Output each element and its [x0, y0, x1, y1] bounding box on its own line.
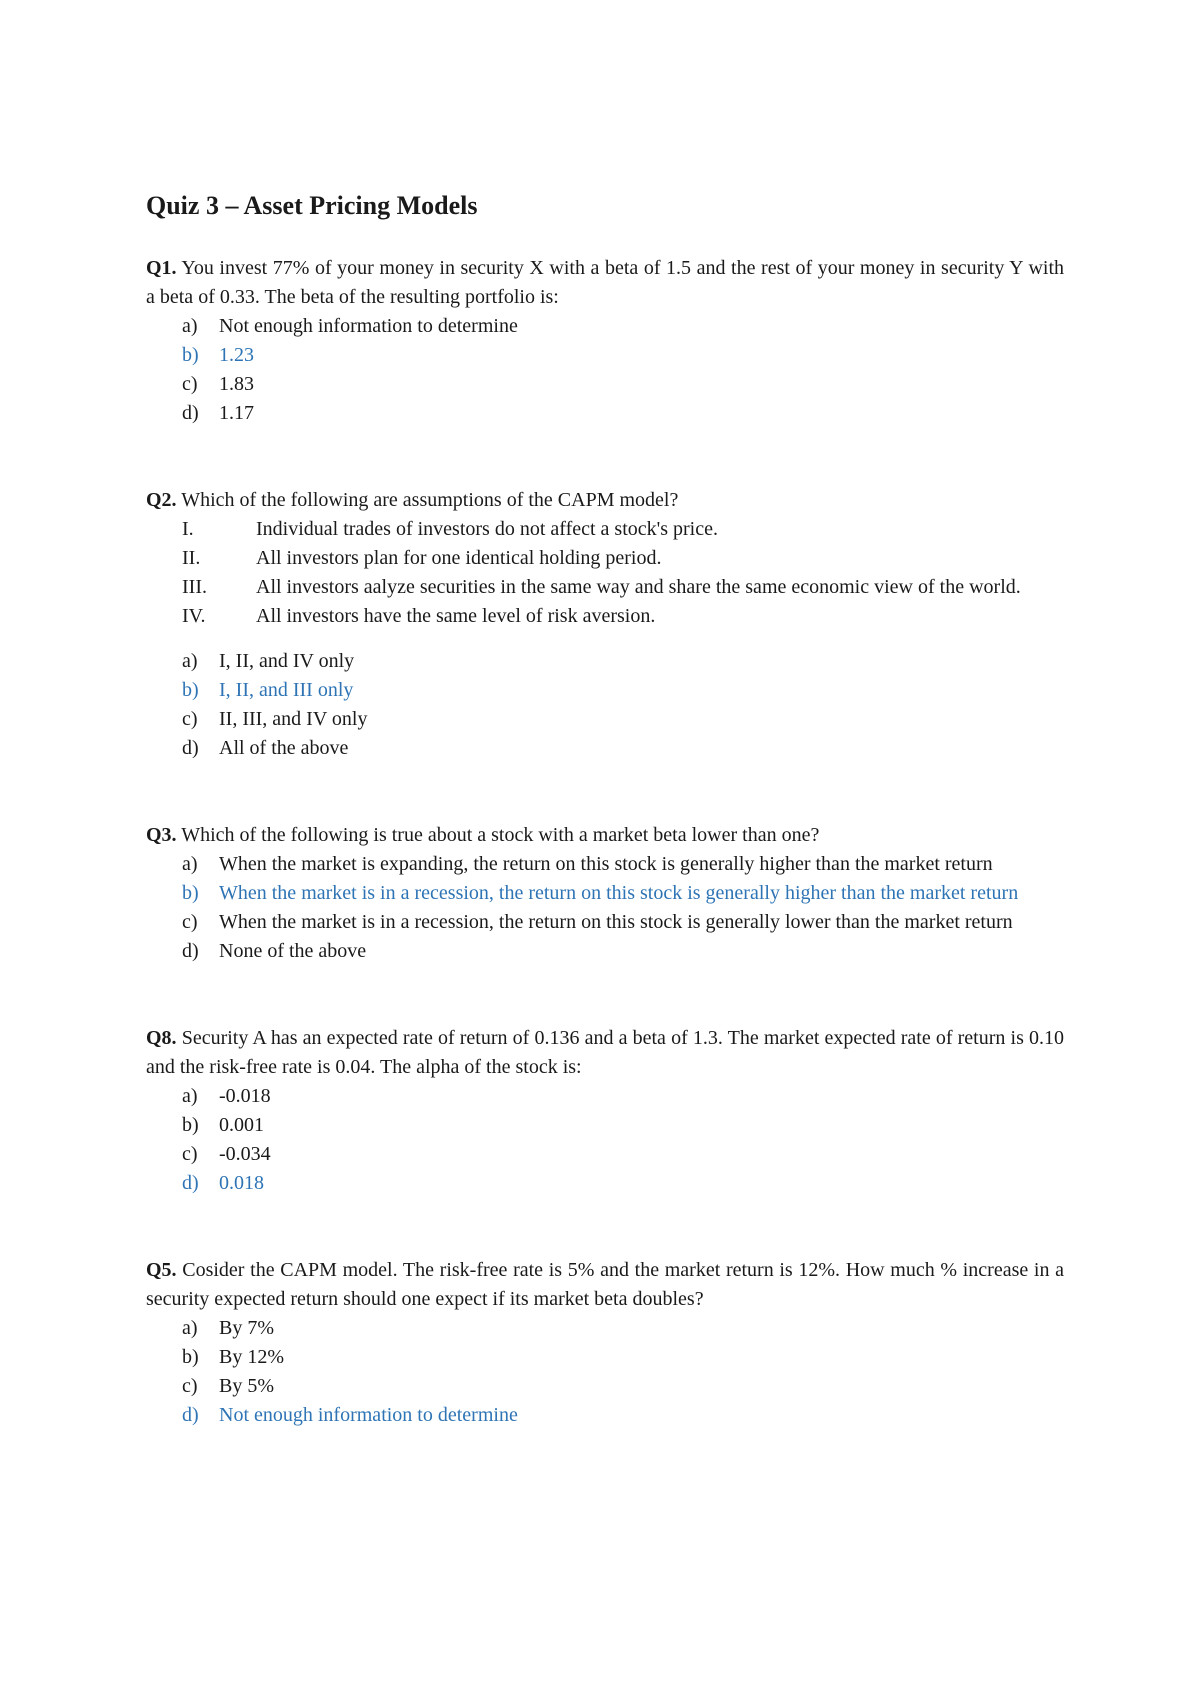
question-text: [146, 486, 1064, 515]
option-c: [146, 705, 1064, 734]
option-letter: c): [182, 373, 198, 395]
option-a: [146, 850, 1064, 879]
question-number: Q3.: [146, 824, 177, 846]
option-letter: c): [182, 911, 198, 933]
option-letter: d): [182, 1172, 199, 1194]
document-content: [146, 186, 1064, 1430]
statement-text: All investors plan for one identical holding period.: [256, 547, 662, 569]
page-title: Quiz 3 – Asset Pricing Models: [146, 191, 478, 220]
statement-text: Individual trades of investors do not affect a stock's price.: [256, 518, 718, 540]
question-number: Q5.: [146, 1259, 177, 1281]
option-letter: b): [182, 344, 199, 366]
option-text: 1.23: [219, 344, 254, 366]
option-text: -0.018: [219, 1085, 271, 1107]
statement-number: III.: [182, 576, 207, 598]
statement-i: [146, 515, 1064, 544]
option-letter: a): [182, 650, 198, 672]
statement-number: IV.: [182, 605, 206, 627]
option-letter: b): [182, 679, 199, 701]
option-text: By 12%: [219, 1346, 284, 1368]
spacer: [146, 631, 1064, 647]
option-letter: a): [182, 1085, 198, 1107]
option-text: None of the above: [219, 940, 367, 962]
question-q8: [146, 1024, 1064, 1198]
option-letter: c): [182, 1143, 198, 1165]
option-text: By 7%: [219, 1317, 274, 1339]
option-text: 0.001: [219, 1114, 264, 1136]
option-c: [146, 1372, 1064, 1401]
option-text: By 5%: [219, 1375, 274, 1397]
option-letter: a): [182, 853, 198, 875]
option-d-correct: [146, 1401, 1064, 1430]
option-c: [146, 908, 1064, 937]
option-a: [146, 312, 1064, 341]
option-a: [146, 1314, 1064, 1343]
option-list: [146, 850, 1064, 966]
option-letter: b): [182, 882, 199, 904]
question-text: [146, 821, 1064, 850]
question-number: Q1.: [146, 257, 177, 279]
option-b-correct: [146, 879, 1064, 908]
statement-number: II.: [182, 547, 201, 569]
statement-list: [146, 515, 1064, 631]
question-body: Which of the following is true about a stock with a market beta lower than one?: [181, 824, 820, 846]
option-b: [146, 1111, 1064, 1140]
option-text: 1.17: [219, 402, 254, 424]
statement-text: All investors have the same level of risk aversion.: [256, 605, 656, 627]
option-d: [146, 399, 1064, 428]
option-text: 1.83: [219, 373, 254, 395]
option-d: [146, 937, 1064, 966]
question-text: [146, 254, 1064, 312]
question-body: Which of the following are assumptions of the CAPM model?: [181, 489, 679, 511]
statement-text: All investors aalyze securities in the same way and share the same economic view of the world.: [256, 576, 1021, 598]
option-c: [146, 370, 1064, 399]
option-letter: c): [182, 708, 198, 730]
option-text: When the market is expanding, the return on this stock is generally higher than the market return: [219, 853, 993, 875]
option-text: I, II, and III only: [219, 679, 354, 701]
statement-ii: [146, 544, 1064, 573]
option-letter: a): [182, 315, 198, 337]
option-text: I, II, and IV only: [219, 650, 355, 672]
option-text: When the market is in a recession, the return on this stock is generally higher than the market return: [219, 882, 1019, 904]
option-text: When the market is in a recession, the return on this stock is generally lower than the market return: [219, 911, 1013, 933]
option-letter: b): [182, 1114, 199, 1136]
option-list: [146, 312, 1064, 428]
option-text: 0.018: [219, 1172, 264, 1194]
statement-iv: [146, 602, 1064, 631]
statement-iii: [146, 573, 1064, 602]
option-b-correct: [146, 341, 1064, 370]
option-letter: c): [182, 1375, 198, 1397]
question-body: You invest 77% of your money in security X with a beta of 1.5 and the rest of your money in security Y with a beta of 0.33. The beta of the resulting portfolio is:: [146, 257, 1064, 308]
option-b-correct: [146, 676, 1064, 705]
question-q5: [146, 1256, 1064, 1430]
option-b: [146, 1343, 1064, 1372]
option-d: [146, 734, 1064, 763]
option-letter: d): [182, 1404, 199, 1426]
option-a: [146, 1082, 1064, 1111]
option-c: [146, 1140, 1064, 1169]
option-text: Not enough information to determine: [219, 315, 518, 337]
question-q2: [146, 486, 1064, 763]
question-text: [146, 1024, 1064, 1082]
question-q3: [146, 821, 1064, 966]
option-letter: a): [182, 1317, 198, 1339]
option-text: Not enough information to determine: [219, 1404, 518, 1426]
option-letter: d): [182, 737, 199, 759]
option-letter: d): [182, 402, 199, 424]
option-d-correct: [146, 1169, 1064, 1198]
question-number: Q2.: [146, 489, 177, 511]
option-letter: b): [182, 1346, 199, 1368]
option-text: All of the above: [219, 737, 349, 759]
option-text: -0.034: [219, 1143, 271, 1165]
option-list: [146, 1314, 1064, 1430]
question-text: [146, 1256, 1064, 1314]
option-list: [146, 1082, 1064, 1198]
question-body: Security A has an expected rate of return of 0.136 and a beta of 1.3. The market expected rate of return is 0.10 and the risk-free rate is 0.04. The alpha of the stock is:: [146, 1027, 1064, 1078]
option-text: II, III, and IV only: [219, 708, 368, 730]
question-q1: [146, 254, 1064, 428]
question-number: Q8.: [146, 1027, 177, 1049]
option-a: [146, 647, 1064, 676]
option-list: [146, 647, 1064, 763]
option-letter: d): [182, 940, 199, 962]
statement-number: I.: [182, 518, 194, 540]
question-body: Cosider the CAPM model. The risk-free rate is 5% and the market return is 12%. How much % increase in a security expected return should one expect if its market beta doubles?: [146, 1259, 1065, 1310]
